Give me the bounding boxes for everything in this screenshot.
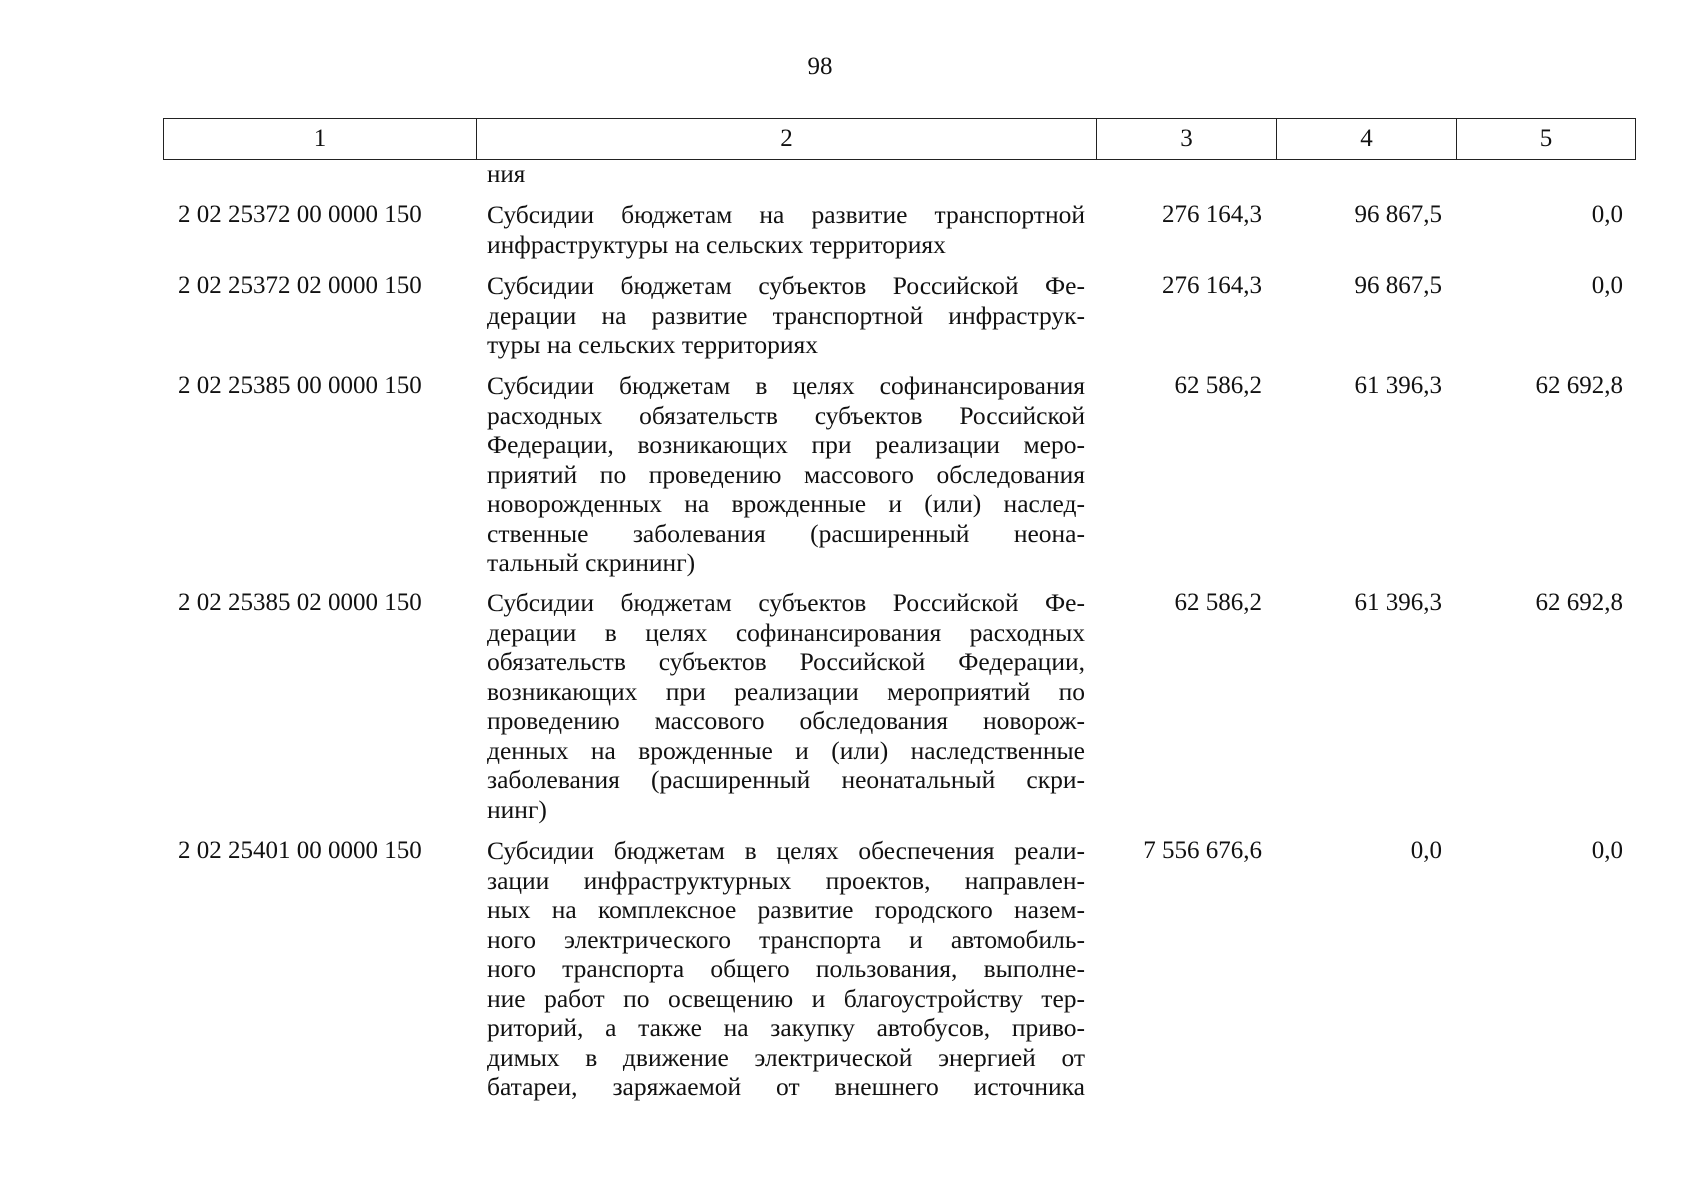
row-value-col3: 276 164,3 (1162, 201, 1262, 228)
description-line: заболевания (расширенный неонатальный скри- (487, 765, 1085, 794)
header-col-3: 3 (1097, 119, 1277, 160)
description-line: Субсидии бюджетам в целях софинансирования (487, 371, 1085, 400)
row-value-col3: 62 586,2 (1174, 589, 1262, 616)
description-line: дерации в целях софинансирования расходных (487, 617, 1085, 647)
row-value-col5: 62 692,8 (1535, 372, 1623, 399)
description-line: новорожденных на врожденные и (или) наслед- (487, 489, 1085, 518)
carry-over-text: ния (487, 161, 526, 188)
row-value-col5: 62 692,8 (1535, 589, 1623, 616)
row-code: 2 02 25401 00 0000 150 (178, 837, 422, 864)
row-code: 2 02 25372 02 0000 150 (178, 272, 422, 299)
description-line: приятий по проведению массового обследования (487, 459, 1085, 489)
description-line: денных на врожденные и (или) наследственные (487, 735, 1085, 765)
row-code: 2 02 25385 00 0000 150 (178, 372, 422, 399)
header-col-1: 1 (164, 119, 477, 160)
row-description (487, 588, 1085, 824)
description-line: нинг) (487, 794, 547, 824)
description-line: Субсидии бюджетам субъектов Российской Фе- (487, 271, 1085, 300)
row-value-col5: 0,0 (1591, 837, 1623, 864)
row-description (487, 836, 1085, 1102)
row-value-col3: 7 556 676,6 (1143, 837, 1262, 864)
description-line: Федерации, возникающих при реализации меро- (487, 430, 1085, 459)
row-description (487, 200, 1085, 259)
description-line: димых в движение электрической энергией от (487, 1042, 1085, 1072)
page-number: 98 (807, 53, 833, 80)
table-header-row (164, 119, 1636, 160)
description-line: ственные заболевания (расширенный неона- (487, 518, 1085, 548)
description-line: Субсидии бюджетам в целях обеспечения реали- (487, 836, 1085, 865)
header-col-4: 4 (1277, 119, 1457, 160)
description-line: ного электрического транспорта и автомобиль- (487, 924, 1085, 954)
header-col-2: 2 (477, 119, 1097, 160)
description-line: туры на сельских территориях (487, 330, 818, 359)
description-line: риторий, а также на закупку автобусов, приво- (487, 1013, 1085, 1042)
description-line: ного транспорта общего пользования, выполне- (487, 954, 1085, 983)
row-value-col3: 62 586,2 (1174, 372, 1262, 399)
table-header (163, 118, 1636, 160)
row-code: 2 02 25372 00 0000 150 (178, 201, 422, 228)
row-value-col5: 0,0 (1591, 272, 1623, 299)
description-line: Субсидии бюджетам субъектов Российской Фе- (487, 588, 1085, 617)
row-value-col3: 276 164,3 (1162, 272, 1262, 299)
description-line: расходных обязательств субъектов Российской (487, 400, 1085, 430)
row-value-col4: 61 396,3 (1354, 372, 1442, 399)
description-line: Субсидии бюджетам на развитие транспортной (487, 200, 1085, 229)
row-description (487, 271, 1085, 360)
row-value-col4: 96 867,5 (1354, 272, 1442, 299)
row-value-col4: 61 396,3 (1354, 589, 1442, 616)
description-line: инфраструктуры на сельских территориях (487, 229, 946, 259)
description-line: дерации на развитие транспортной инфраструк- (487, 300, 1085, 330)
description-line: ние работ по освещению и благоустройству тер- (487, 983, 1085, 1013)
row-description (487, 371, 1085, 578)
description-line: обязательств субъектов Российской Федерации, (487, 647, 1085, 676)
row-value-col4: 96 867,5 (1354, 201, 1442, 228)
description-line: ных на комплексное развитие городского назем- (487, 895, 1085, 924)
description-line: тальный скрининг) (487, 548, 696, 577)
description-line: проведению массового обследования новорож- (487, 706, 1085, 735)
description-line: батареи, заряжаемой от внешнего источника (487, 1072, 1085, 1101)
row-value-col4: 0,0 (1410, 837, 1442, 864)
header-col-5: 5 (1457, 119, 1636, 160)
description-line: зации инфраструктурных проектов, направлен- (487, 865, 1085, 895)
description-line: возникающих при реализации мероприятий по (487, 676, 1085, 706)
row-value-col5: 0,0 (1591, 201, 1623, 228)
row-code: 2 02 25385 02 0000 150 (178, 589, 422, 616)
